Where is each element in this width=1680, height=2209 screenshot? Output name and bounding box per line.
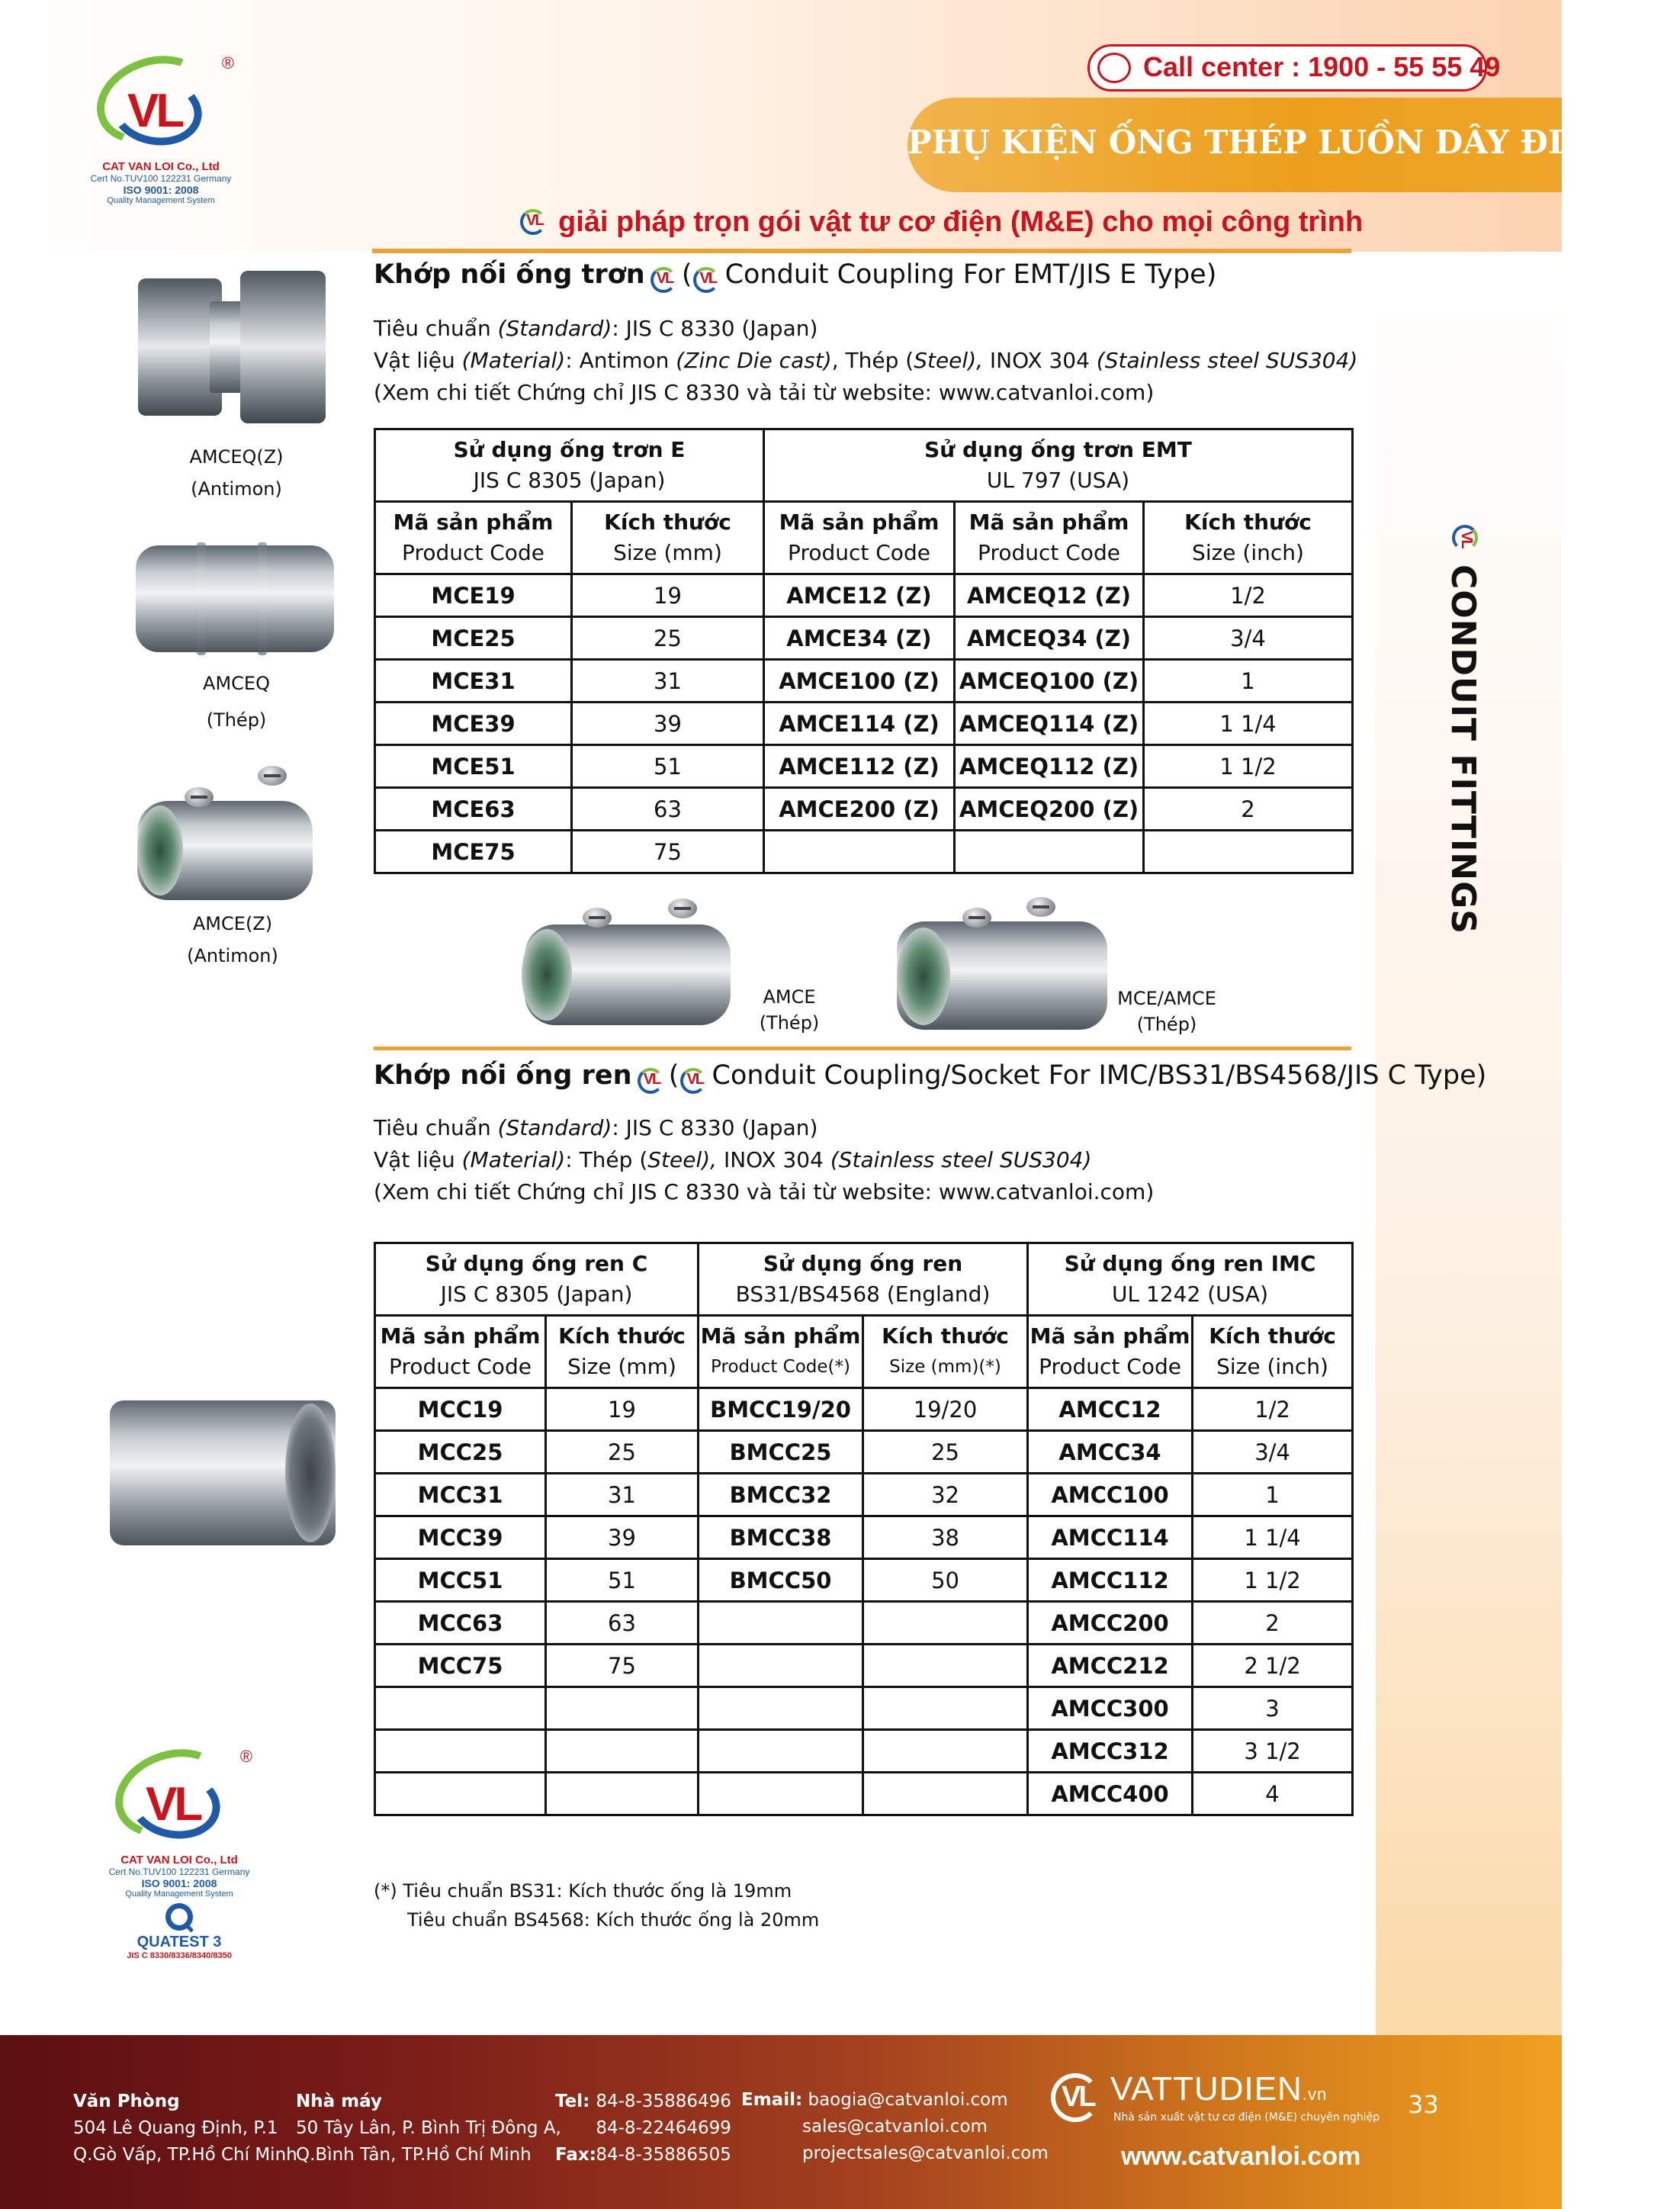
t2-col-size-imc: Kích thước Size (inch) [1193,1316,1353,1388]
vl-mini-logo-icon: VL [636,1066,665,1095]
t2-cell [375,1773,546,1815]
t1-cell: AMCE114 (Z) [764,703,955,745]
company-name: CAT VAN LOI Co., Ltd [102,160,220,173]
t2-cell: BMCC38 [699,1516,863,1559]
t2-cell [863,1687,1028,1730]
t1-cell: AMCE34 (Z) [764,617,955,660]
footer-phone: Tel: 84-8-35886496 84-8-22464699 Fax: 84-8-35886505 [555,2092,731,2165]
t1-col-code: Mã sản phẩm Product Code [375,502,572,574]
caption-mce-amce: MCE/AMCE (Thép) [1117,988,1216,1035]
t2-cell [699,1602,863,1645]
t2-cell: 3 1/2 [1193,1730,1353,1773]
t2-cell: 2 1/2 [1193,1645,1353,1687]
t2-cell [699,1773,863,1815]
t2-cell: 3/4 [1193,1431,1353,1474]
t2-cell [863,1645,1028,1687]
caption-amcez: AMCE(Z) (Antimon) [187,913,278,966]
t2-row [375,1645,1353,1687]
t1-row [375,788,1353,831]
t1-row [375,574,1353,617]
t1-cell: 75 [572,831,764,873]
t2-cell: AMCC300 [1028,1687,1193,1730]
section2-title-vi: Khớp nối ống ren [374,1060,632,1091]
t1-cell: 3/4 [1144,617,1353,660]
t2-row [375,1559,1353,1602]
t2-cell: BMCC32 [699,1474,863,1516]
section2-material: Vật liệu (Material): Thép (Steel), INOX 304 (Stainless steel SUS304) [374,1147,1092,1172]
iso-text: ISO 9001: 2008 [141,1877,217,1889]
section-divider [374,1047,1351,1050]
section1-title: Khớp nối ống trơn VL ( VL Conduit Coupling For EMT/JIS E Type) [374,259,1216,294]
product-image-amceqz [133,263,332,431]
t1-col-code-emt-q: Mã sản phẩm Product Code [955,502,1144,574]
company-logo-bottom [92,1747,267,1960]
t2-cell: AMCC312 [1028,1730,1193,1773]
t1-row [375,831,1353,873]
t2-col-size-c: Kích thước Size (mm) [546,1316,699,1388]
section1-material: Vật liệu (Material): Antimon (Zinc Die cast), Thép (Steel), INOX 304 (Stainless steel SUS304) [374,348,1358,373]
side-category-label [1426,519,1499,934]
t2-cell: MCC51 [375,1559,546,1602]
company-logo [73,53,249,205]
t2-cell [546,1730,699,1773]
t1-cell: AMCE12 (Z) [764,574,955,617]
t1-cell: AMCE200 (Z) [764,788,955,831]
t2-cell: 63 [546,1602,699,1645]
t2-cell: AMCC200 [1028,1602,1193,1645]
quatest-badge [92,1903,267,1960]
t1-cell: AMCEQ112 (Z) [955,745,1144,788]
t2-row [375,1602,1353,1645]
t1-cell: 1 1/2 [1144,745,1353,788]
quatest-icon [165,1903,193,1931]
t2-cell: MCC19 [375,1388,546,1431]
footer-brand-name: VATTUDIEN [1110,2070,1303,2108]
product-image-amceq [128,538,342,660]
t2-col-code-imc: Mã sản phẩm Product Code [1028,1316,1193,1388]
iso-text: ISO 9001: 2008 [123,184,199,196]
vl-mini-logo-icon: VL [692,265,721,294]
t2-cell: 25 [863,1431,1028,1474]
t2-col-size-bs: Kích thước Size (mm)(*) [863,1316,1028,1388]
t2-cell: AMCC100 [1028,1474,1193,1516]
section2-title-en: Conduit Coupling/Socket For IMC/BS31/BS4568/JIS C Type) [712,1060,1487,1091]
t1-cell: MCE39 [375,703,572,745]
section1-title-vi: Khớp nối ống trơn [374,259,645,290]
t2-cell: 19 [546,1388,699,1431]
t1-cell: 1 1/4 [1144,703,1353,745]
t2-cell [375,1687,546,1730]
t2-cell: AMCC34 [1028,1431,1193,1474]
t1-col-size-inch: Kích thước Size (inch) [1144,502,1353,574]
t2-cell: 3 [1193,1687,1353,1730]
t2-cell: 2 [1193,1602,1353,1645]
product-image-amce [517,894,738,1031]
t2-cell: AMCC212 [1028,1645,1193,1687]
section2-note: (Xem chi tiết Chứng chỉ JIS C 8330 và tải từ website: www.catvanloi.com) [374,1179,1155,1204]
category-title: PHỤ KIỆN ỐNG THÉP LUỒN DÂY ĐIỆN G.I [907,124,1680,161]
t2-cell: 51 [546,1559,699,1602]
t1-cell: 2 [1144,788,1353,831]
section1-specs [374,313,1357,409]
t2-row [375,1388,1353,1431]
t2-col-code-bs: Mã sản phẩm Product Code(*) [699,1316,863,1388]
t1-cell: MCE19 [375,574,572,617]
t2-cell: MCC25 [375,1431,546,1474]
t1-cell: 19 [572,574,764,617]
t2-cell: MCC75 [375,1645,546,1687]
t1-cell [764,831,955,873]
t1-row [375,660,1353,703]
t2-cell: BMCC19/20 [699,1388,863,1431]
t2-cell: 1 1/2 [1193,1559,1353,1602]
t1-cell: MCE63 [375,788,572,831]
section1-standard: Tiêu chuẩn (Standard): JIS C 8330 (Japan) [374,316,818,341]
t2-row [375,1474,1353,1516]
footnote [374,1876,819,1934]
t2-cell: AMCC400 [1028,1773,1193,1815]
footnote-line-2: Tiêu chuẩn BS4568: Kích thước ống là 20mm [407,1909,820,1931]
caption-amceqz: AMCEQ(Z) (Antimon) [189,446,284,500]
section1-note: (Xem chi tiết Chứng chỉ JIS C 8330 và tải từ website: www.catvanloi.com) [374,380,1155,405]
t2-group3-header: Sử dụng ống ren IMC UL 1242 (USA) [1028,1243,1353,1316]
t1-cell: 31 [572,660,764,703]
section1-title-en: Conduit Coupling For EMT/JIS E Type) [724,259,1217,290]
t2-cell [699,1687,863,1730]
caption-amceq: AMCEQ (Thép) [203,673,270,731]
t1-group1-header: Sử dụng ống trơn E JIS C 8305 (Japan) [375,429,764,502]
t2-cell [699,1730,863,1773]
t2-cell: 31 [546,1474,699,1516]
t1-cell: AMCE100 (Z) [764,660,955,703]
section1-table [374,428,1354,874]
t2-cell: AMCC12 [1028,1388,1193,1431]
vattudien-logo-icon: VL [1045,2067,1106,2128]
t1-cell: MCE51 [375,745,572,788]
section2-table [374,1242,1354,1816]
t2-row [375,1773,1353,1815]
section2-standard: Tiêu chuẩn (Standard): JIS C 8330 (Japan) [374,1115,818,1140]
cert-text: Cert No.TUV100 122231 Germany [90,173,232,184]
quatest-name: QUATEST 3 [137,1934,222,1950]
t2-row [375,1516,1353,1559]
t2-cell: 50 [863,1559,1028,1602]
t1-col-size-mm: Kích thước Size (mm) [572,502,764,574]
t2-cell: AMCC112 [1028,1559,1193,1602]
t1-cell: MCE31 [375,660,572,703]
t2-cell: 75 [546,1645,699,1687]
t1-cell: AMCEQ12 (Z) [955,574,1144,617]
t2-cell: 19/20 [863,1388,1028,1431]
t2-cell: MCC31 [375,1474,546,1516]
t2-cell [546,1687,699,1730]
t2-cell: 39 [546,1516,699,1559]
t1-row [375,745,1353,788]
section2-title: Khớp nối ống ren VL ( VL Conduit Coupling/Socket For IMC/BS31/BS4568/JIS C Type) [374,1060,1486,1095]
quatest-standard: JIS C 8330/8336/8340/8350 [127,1951,232,1960]
cvl-logo-icon: VL ® [85,53,237,160]
vl-mini-logo-icon: VL [679,1066,708,1095]
t1-cell: AMCEQ34 (Z) [955,617,1144,660]
t1-col-code-emt: Mã sản phẩm Product Code [764,502,955,574]
t2-cell: BMCC25 [699,1431,863,1474]
t2-group2-header: Sử dụng ống ren BS31/BS4568 (England) [699,1243,1028,1316]
t2-cell [699,1645,863,1687]
call-center-text: Call center : 1900 - 55 55 49 [1143,51,1501,82]
t1-cell [1144,831,1353,873]
footer-factory: Nhà máy 50 Tây Lân, P. Bình Trị Đông A, Q.Bình Tân, TP.Hồ Chí Minh [296,2092,561,2165]
product-image-amcez [137,763,320,908]
t2-row [375,1431,1353,1474]
t2-cell: 1 [1193,1474,1353,1516]
cert-text: Cert No.TUV100 122231 Germany [108,1867,250,1877]
t1-cell: MCE25 [375,617,572,660]
footer-email: Email: baogia@catvanloi.com sales@catvanloi.com projectsales@catvanloi.com [741,2090,1049,2163]
t2-col-code-c: Mã sản phẩm Product Code [375,1316,546,1388]
side-label-text: CONDUIT FITTINGS [1444,564,1482,934]
t2-cell: 25 [546,1431,699,1474]
section2-specs [374,1112,1154,1208]
product-image-mcc [105,1397,342,1550]
t1-cell: 1/2 [1144,574,1353,617]
t2-cell: 1/2 [1193,1388,1353,1431]
t2-cell [375,1730,546,1773]
t2-cell: MCC63 [375,1602,546,1645]
t1-cell: AMCEQ114 (Z) [955,703,1144,745]
footer-brand-tagline: Nhà sản xuất vật tư cơ điện (M&E) chuyên nghiệp [1113,2111,1380,2124]
page-number: 33 [1408,2090,1439,2119]
caption-amce: AMCE (Thép) [759,986,820,1034]
t2-cell [863,1730,1028,1773]
t1-cell: 51 [572,745,764,788]
t1-cell: AMCE112 (Z) [764,745,955,788]
tagline [519,203,1364,246]
t2-cell: BMCC50 [699,1559,863,1602]
t2-row [375,1730,1353,1773]
company-name: CAT VAN LOI Co., Ltd [120,1854,238,1867]
t1-cell [955,831,1144,873]
t1-cell: 63 [572,788,764,831]
t2-cell [863,1602,1028,1645]
t2-cell: 32 [863,1474,1028,1516]
qm-text: Quality Management System [107,196,215,205]
t1-cell: 25 [572,617,764,660]
footer-website-link[interactable]: www.catvanloi.com [1121,2142,1361,2171]
t1-cell: AMCEQ100 (Z) [955,660,1144,703]
t2-cell: 1 1/4 [1193,1516,1353,1559]
t2-cell: 38 [863,1516,1028,1559]
t1-cell: AMCEQ200 (Z) [955,788,1144,831]
t2-cell [546,1773,699,1815]
call-center-badge [1087,44,1501,92]
t1-cell: 39 [572,703,764,745]
t2-cell: 4 [1193,1773,1353,1815]
header-divider [372,249,1351,253]
product-image-mce-amce [891,892,1112,1037]
t2-group1-header: Sử dụng ống ren C JIS C 8305 (Japan) [375,1243,699,1316]
t2-row [375,1687,1353,1730]
t2-cell: MCC39 [375,1516,546,1559]
t2-cell: AMCC114 [1028,1516,1193,1559]
t1-cell: MCE75 [375,831,572,873]
qm-text: Quality Management System [125,1889,233,1899]
category-title-band [907,98,1680,192]
footnote-line-1: (*) Tiêu chuẩn BS31: Kích thước ống là 19mm [374,1880,792,1902]
t1-row [375,617,1353,660]
vl-mini-logo-icon: VL [519,207,548,236]
t1-group2-header: Sử dụng ống trơn EMT UL 797 (USA) [764,429,1353,502]
footer-office: Văn Phòng 504 Lê Quang Định, P.1 Q.Gò Vấp, TP.Hồ Chí Minh [73,2092,297,2165]
phone-icon [1097,53,1131,83]
t2-cell [863,1773,1028,1815]
t1-row [375,703,1353,745]
vl-mini-logo-icon: VL [649,265,678,294]
vl-mini-logo-icon: VL [1450,523,1479,552]
t1-cell: 1 [1144,660,1353,703]
cvl-logo-icon: VL ® [103,1747,255,1854]
tagline-text: giải pháp trọn gói vật tư cơ điện (M&E) cho mọi công trình [558,206,1364,238]
